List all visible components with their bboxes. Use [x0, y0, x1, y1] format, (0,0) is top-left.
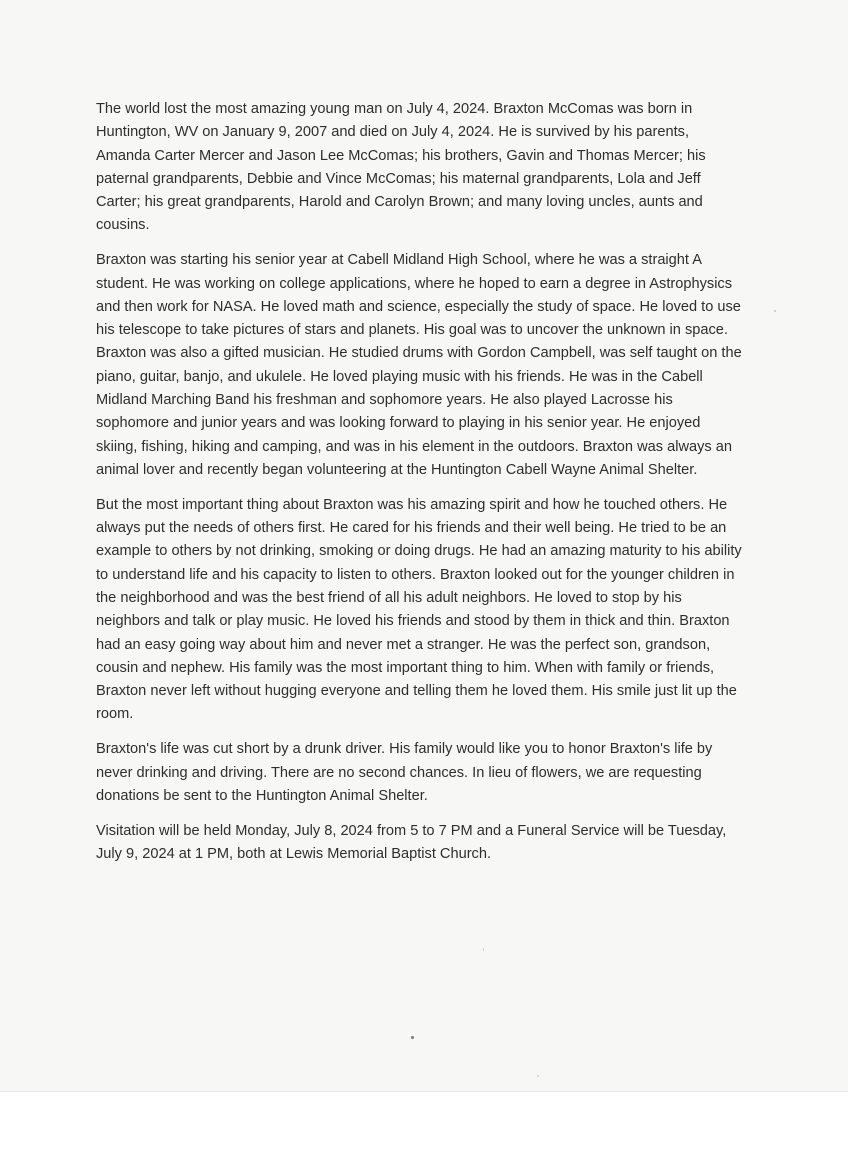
scan-speck	[483, 948, 484, 951]
paragraph-life-and-interests: Braxton was starting his senior year at Cabell Midland High School, where he was a straight A student. He was working on college applications, where he hoped to earn a degree in Astrophysics and then work for NASA. He loved math and science, especially the study of space. He loved to use his telescope to take pictures of stars and planets. His goal was to uncover the unknown in space. Braxton was also a gifted musician. He studied drums with Gordon Campbell, was self taught on the piano, guitar, banjo, and ukulele. He loved playing music with his friends. He was in the Cabell Midland Marching Band his freshman and sophomore years. He also played Lacrosse his sophomore and junior years and was looking forward to playing in his senior year. He enjoyed skiing, fishing, hiking and camping, and was in his element in the outdoors. Braxton was always an animal lover and recently began volunteering at the Huntington Cabell Wayne Animal Shelter.	[96, 252, 742, 478]
scan-speck	[411, 1036, 414, 1039]
paragraph-drunk-driver-and-donations: Braxton's life was cut short by a drunk driver. His family would like you to honor Braxton's life by never drinking and driving. There are no second chances. In lieu of flowers, we are requesting donations be sent to the Huntington Animal Shelter.	[96, 741, 713, 804]
paragraph-character: But the most important thing about Braxton was his amazing spirit and how he touched others. He always put the needs of others first. He cared for his friends and their well being. He tried to be an example to others by not drinking, smoking or doing drugs. He had an amazing maturity to his ability to understand life and his capacity to listen to others. Braxton looked out for the younger children in the neighborhood and was the best friend of all his adult neighbors. He loved to stop by his neighbors and talk or play music. He loved his friends and stood by them in thick and thin. Braxton had an easy going way about him and never met a stranger. He was the perfect son, grandson, cousin and nephew. His family was the most important thing to him. When with family or friends, Braxton never left without hugging everyone and telling them he loved them. His smile just lit up the room.	[96, 496, 742, 723]
scan-speck	[774, 310, 776, 312]
paragraph-survivors: The world lost the most amazing young man on July 4, 2024. Braxton McComas was born in Huntington, WV on January 9, 2007 and died on July 4, 2024. He is survived by his parents, Amanda Carter Mercer and Jason Lee McComas; his brothers, Gavin and Thomas Mercer; his paternal grandparents, Debbie and Vince McComas; his maternal grandparents, Lola and Jeff Carter; his great grandparents, Harold and Carolyn Brown; and many loving uncles, aunts and cousins.	[96, 101, 706, 234]
scanner-bed-margin	[0, 1092, 848, 1168]
obituary-text	[96, 98, 744, 878]
paragraph-visitation-and-service: Visitation will be held Monday, July 8, 2024 from 5 to 7 PM and a Funeral Service will be Tuesday, July 9, 2024 at 1 PM, both at Lewis Memorial Baptist Church.	[96, 822, 727, 862]
scan-speck	[537, 1075, 539, 1077]
